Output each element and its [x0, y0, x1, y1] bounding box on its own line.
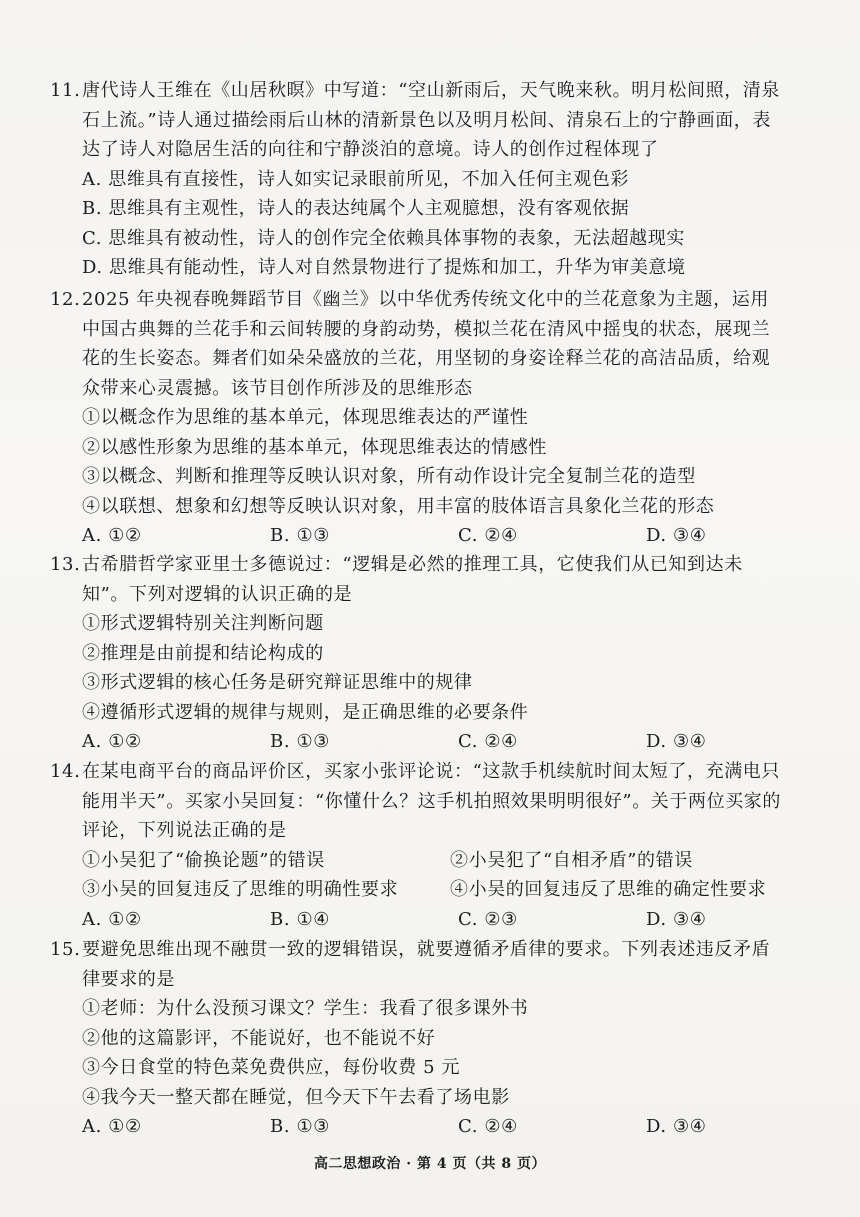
option-d: D. ③④ — [646, 1116, 707, 1137]
statement-2: ②以感性形象为思维的基本单元，体现思维表达的情感性 — [82, 436, 547, 458]
answer-options — [50, 521, 785, 551]
statement-3: ③以概念、判断和推理等反映认识对象，所有动作设计完全复制兰花的造型 — [82, 466, 696, 487]
option-b: B. ①④ — [270, 908, 330, 930]
statement-4: ④遵循形式逻辑的规律与规则，是正确思维的必要条件 — [82, 701, 529, 723]
question-12 — [50, 285, 785, 551]
question-stem: 在某电商平台的商品评价区，买家小张评论说：“这款手机续航时间太短了，充满电只能用半天”。买家小吴回复：“你懂什么？这手机拍照效果明明很好”。关于两位买家的评论，下列说法正确的是 — [82, 761, 782, 841]
statement-4: ④以联想、想象和幻想等反映认识对象，用丰富的肢体语言具象化兰花的形态 — [82, 495, 715, 517]
question-13 — [50, 550, 785, 757]
question-14 — [50, 757, 785, 934]
option-b: B. 思维具有主观性，诗人的表达纯属个人主观臆想，没有客观依据 — [82, 198, 630, 219]
question-number: 11. — [50, 80, 81, 101]
question-stem: 古希腊哲学家亚里士多德说过：“逻辑是必然的推理工具，它使我们从已知到达未知”。下列对逻辑的认识正确的是 — [82, 554, 743, 605]
option-c: C. ②④ — [458, 731, 518, 752]
statement-1: ①以概念作为思维的基本单元，体现思维表达的严谨性 — [82, 407, 529, 428]
option-a: A. ①② — [82, 731, 142, 752]
option-d: D. ③④ — [646, 731, 707, 752]
statement-3: ③小吴的回复违反了思维的明确性要求 — [82, 879, 399, 900]
question-stem: 唐代诗人王维在《山居秋暝》中写道：“空山新雨后，天气晚来秋。明月松间照，清泉石上流。”诗人通过描绘雨后山林的清新景色以及明月松间、清泉石上的宁静画面，表达了诗人对隐居生活的向往和宁静淡泊的意境。诗人的创作过程体现了 — [82, 80, 780, 160]
question-stem: 2025 年央视春晚舞蹈节目《幽兰》以中华优秀传统文化中的兰花意象为主题，运用中国古典舞的兰花手和云间转腰的身韵动势，模拟兰花在清风中摇曳的状态，展现兰花的生长姿态。舞者们如朵朵盛放的兰花，用坚韧的身姿诠释兰花的高洁品质，给观众带来心灵震撼。该节目创作所涉及的思维形态 — [82, 289, 771, 399]
statement-2: ②推理是由前提和结论构成的 — [82, 642, 324, 664]
question-11 — [50, 76, 785, 283]
statement-3: ③形式逻辑的核心任务是研究辩证思维中的规律 — [82, 672, 473, 693]
option-a: A. ①② — [82, 1116, 142, 1137]
question-number: 12. — [50, 289, 81, 310]
question-15 — [50, 935, 785, 1142]
question-number: 14. — [50, 761, 81, 782]
option-b: B. ①③ — [270, 1116, 330, 1137]
answer-options — [50, 727, 785, 757]
option-c: C. ②④ — [458, 1116, 518, 1137]
option-d: D. ③④ — [646, 525, 707, 546]
statement-4: ④我今天一整天都在睡觉，但今天下午去看了场电影 — [82, 1086, 510, 1108]
option-c: C. 思维具有被动性，诗人的创作完全依赖具体事物的表象，无法超越现实 — [82, 227, 685, 249]
page-footer: 高二思想政治 · 第 4 页（共 8 页） — [313, 1156, 547, 1172]
answer-options — [50, 905, 785, 935]
question-stem: 要避免思维出现不融贯一致的逻辑错误，就要遵循矛盾律的要求。下列表述违反矛盾律要求的是 — [82, 939, 771, 990]
statement-4: ④小吴的回复违反了思维的确定性要求 — [450, 879, 767, 900]
option-d: D. 思维具有能动性，诗人对自然景物进行了提炼和加工，升华为审美意境 — [82, 257, 686, 278]
answer-options — [50, 1112, 785, 1142]
option-b: B. ①③ — [270, 525, 330, 546]
option-a: A. 思维具有直接性，诗人如实记录眼前所见，不加入任何主观色彩 — [82, 168, 630, 190]
statement-1: ①老师：为什么没预习课文？学生：我看了很多课外书 — [82, 998, 529, 1019]
option-d: D. ③④ — [646, 908, 707, 930]
option-b: B. ①③ — [270, 731, 330, 752]
statement-1: ①小吴犯了“偷换论题”的错误 — [82, 849, 325, 871]
question-number: 15. — [50, 939, 81, 960]
question-number: 13. — [50, 554, 81, 575]
statement-3: ③今日食堂的特色菜免费供应，每份收费 5 元 — [82, 1057, 461, 1078]
option-c: C. ②③ — [458, 908, 518, 930]
statement-1: ①形式逻辑特别关注判断问题 — [82, 613, 324, 634]
statement-2: ②小吴犯了“自相矛盾”的错误 — [450, 849, 693, 871]
statement-2: ②他的这篇影评，不能说好，也不能说不好 — [82, 1027, 436, 1049]
option-c: C. ②④ — [458, 525, 518, 546]
option-a: A. ①② — [82, 908, 142, 930]
option-a: A. ①② — [82, 525, 142, 546]
